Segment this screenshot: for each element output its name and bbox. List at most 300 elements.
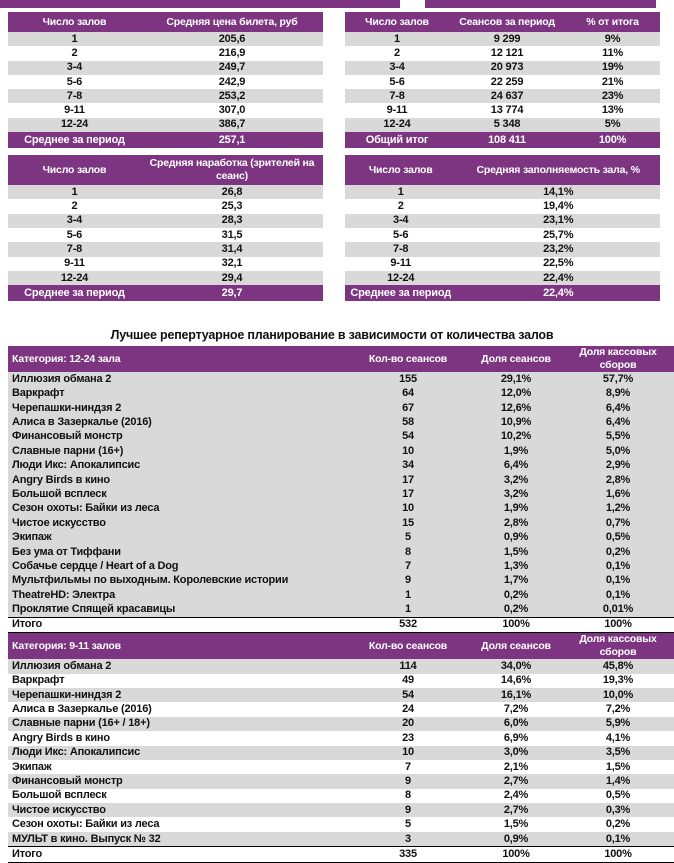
movie-row [8, 415, 674, 429]
sessions-share: 0,9% [470, 832, 562, 847]
halls-cell: 3-4 [8, 214, 141, 228]
avg-attendance-table [8, 155, 323, 301]
halls-cell: 5-6 [389, 75, 405, 88]
table-row [8, 89, 323, 103]
table-row [345, 61, 660, 75]
avg-ticket-price-table [8, 12, 323, 148]
footer-value: 257,1 [141, 132, 323, 148]
movie-row [8, 559, 674, 573]
movie-row [8, 530, 674, 544]
table-body [345, 32, 660, 132]
sessions-share: 10,2% [470, 430, 562, 444]
table-row [8, 46, 323, 60]
halls-cell: 5-6 [66, 228, 83, 241]
table-row [8, 61, 323, 75]
sessions-share: 3,2% [470, 487, 562, 501]
value-cell: 29,4 [141, 271, 323, 285]
movie-row [8, 473, 674, 487]
column-header-pct: % от итога [565, 12, 660, 32]
halls-cell: 7-8 [8, 89, 141, 103]
movie-title: Финансовый монстр [8, 774, 346, 788]
halls-cell: 1 [8, 185, 141, 199]
boxoffice-share: 0,1% [562, 559, 674, 573]
value-cell: 25,3 [221, 200, 243, 213]
movie-row [8, 372, 674, 386]
boxoffice-share: 8,9% [562, 387, 674, 401]
column-header-halls: Число залов [345, 12, 449, 32]
halls-cell: 1 [345, 32, 449, 46]
sessions-count: 5 [405, 818, 411, 831]
sessions-share: 1,9% [470, 502, 562, 516]
boxoffice-share: 0,7% [562, 516, 674, 530]
sessions-per-period-table [345, 12, 660, 148]
movie-title: Экипаж [8, 530, 346, 544]
sessions-share: 2,7% [470, 803, 562, 817]
halls-cell: 2 [397, 200, 404, 213]
movie-row [8, 746, 674, 760]
boxoffice-share: 5,9% [562, 717, 674, 731]
sessions-count: 17 [346, 487, 470, 501]
movie-title: Angry Birds в кино [12, 731, 110, 744]
sessions-count: 54 [346, 688, 470, 702]
movie-title: Иллюзия обмана 2 [8, 372, 346, 386]
sessions-share: 0,9% [470, 530, 562, 544]
boxoffice-share: 0,2% [605, 818, 631, 831]
total-sessions: 335 [346, 847, 470, 862]
movie-row [8, 817, 674, 831]
planning-title: Лучшее репертуарное планирование в зависимости от количества залов [110, 328, 554, 343]
section-header-12-24 [8, 346, 674, 372]
value-cell: 22,4% [456, 271, 660, 285]
halls-cell: 2 [394, 46, 400, 59]
movie-title: Сезон охоты: Байки из леса [8, 502, 346, 516]
pct-cell: 13% [601, 104, 624, 117]
movie-title: Варкрафт [12, 674, 65, 687]
boxoffice-share: 0,2% [562, 545, 674, 559]
halls-cell: 3-4 [8, 61, 141, 75]
halls-cell: 7-8 [345, 89, 449, 103]
value-cell: 13 774 [490, 104, 524, 117]
sessions-share: 1,5% [470, 545, 562, 559]
movie-title: Черепашки-ниндзя 2 [8, 401, 346, 415]
movie-row [8, 588, 674, 602]
boxoffice-share: 5,5% [562, 430, 674, 444]
sessions-share: 29,1% [470, 372, 562, 386]
column-header-halls: Число залов [8, 155, 141, 185]
boxoffice-share: 7,2% [605, 703, 631, 716]
boxoffice-share: 10,0% [562, 688, 674, 702]
halls-cell: 9-11 [386, 104, 408, 117]
total-row-9-11 [8, 847, 674, 862]
sessions-share: 1,7% [470, 574, 562, 588]
movie-title: Алиса в Зазеркалье (2016) [8, 415, 346, 429]
sessions-share: 3,0% [470, 746, 562, 760]
pct-cell: 23% [565, 89, 660, 103]
table-header-row [345, 12, 660, 32]
sessions-share: 14,6% [500, 674, 532, 687]
value-cell: 23,1% [456, 214, 660, 228]
sessions-share: 12,6% [470, 401, 562, 415]
sessions-count: 8 [346, 545, 470, 559]
halls-cell: 5-6 [393, 228, 409, 241]
value-cell: 5 348 [449, 118, 565, 132]
sessions-count: 3 [346, 832, 470, 847]
movie-row [8, 803, 674, 817]
movie-title: Иллюзия обмана 2 [8, 659, 346, 673]
movie-row [8, 774, 674, 788]
movie-title: Чистое искусство [8, 803, 346, 817]
column-header-boxoffice-share: Доля кассовых сборов [562, 346, 674, 372]
sessions-count: 114 [346, 659, 470, 673]
movie-row [8, 789, 674, 803]
table-row [8, 214, 323, 228]
sessions-count: 34 [346, 459, 470, 473]
total-label: Итого [8, 617, 346, 632]
table-row [345, 103, 660, 117]
movie-title: Чистое искусство [8, 516, 346, 530]
movie-title: Сезон охоты: Байки из леса [12, 818, 160, 831]
movie-row [8, 516, 674, 530]
sessions-count: 10 [346, 746, 470, 760]
halls-cell: 1 [345, 185, 456, 199]
section-body-9-11 [8, 659, 674, 847]
table-body [345, 185, 660, 285]
movie-row [8, 545, 674, 559]
value-cell: 14,1% [456, 185, 660, 199]
boxoffice-share: 0,5% [605, 789, 631, 802]
sessions-count: 9 [346, 803, 470, 817]
boxoffice-share: 0,01% [562, 602, 674, 617]
movie-row [8, 659, 674, 673]
section-label: Категория: 12-24 зала [8, 346, 346, 372]
table-row [8, 118, 323, 132]
footer-label: Общий итог [345, 132, 449, 148]
table-footer-row [345, 132, 660, 148]
boxoffice-share: 57,7% [562, 372, 674, 386]
top-strip-right-segment [425, 0, 656, 8]
table-row [8, 32, 323, 46]
column-header-halls: Число залов [8, 12, 141, 32]
boxoffice-share: 0,3% [562, 803, 674, 817]
value-cell: 253,2 [141, 89, 323, 103]
boxoffice-share: 2,9% [562, 459, 674, 473]
movie-title: Славные парни (16+ / 18+) [8, 717, 346, 731]
sessions-count: 155 [346, 372, 470, 386]
table-row [345, 257, 660, 271]
section-label: Категория: 9-11 залов [8, 633, 346, 660]
sessions-share: 6,9% [503, 731, 529, 744]
total-boxoffice: 100% [562, 617, 674, 632]
value-cell: 19,4% [543, 200, 574, 213]
table-row [8, 228, 323, 242]
top-strip [0, 0, 664, 8]
boxoffice-share: 2,8% [562, 473, 674, 487]
halls-cell: 12-24 [8, 271, 141, 285]
boxoffice-share: 6,4% [562, 415, 674, 429]
value-cell: 307,0 [218, 104, 246, 117]
boxoffice-share: 0,1% [562, 574, 674, 588]
halls-cell: 2 [71, 46, 78, 59]
column-header-session-count: Кол-во сеансов [346, 633, 470, 660]
sessions-share: 10,9% [470, 415, 562, 429]
sessions-share: 0,2% [470, 602, 562, 617]
boxoffice-share: 4,1% [605, 731, 631, 744]
avg-occupancy-table [345, 155, 660, 301]
sessions-share: 6,0% [470, 717, 562, 731]
column-header-attendance: Средняя наработка (зрителей на сеанс) [141, 155, 323, 185]
table-row [8, 75, 323, 89]
section-body-12-24 [8, 372, 674, 617]
sessions-count: 23 [402, 731, 414, 744]
column-header-session-share: Доля сеансов [470, 633, 562, 660]
table-row [345, 118, 660, 132]
sessions-count: 1 [346, 588, 470, 602]
sessions-share: 7,2% [503, 703, 529, 716]
footer-value: 108 411 [449, 132, 565, 148]
sessions-count: 1 [346, 602, 470, 617]
footer-label: Среднее за период [345, 285, 456, 301]
boxoffice-share: 6,4% [562, 401, 674, 415]
value-cell: 205,6 [141, 32, 323, 46]
summary-tables-row-2 [8, 155, 664, 301]
table-row [8, 103, 323, 117]
total-boxoffice: 100% [562, 847, 674, 862]
column-header-halls: Число залов [345, 155, 456, 185]
footer-pct: 100% [565, 132, 660, 148]
halls-cell: 2 [71, 200, 78, 213]
boxoffice-share: 1,6% [562, 487, 674, 501]
value-cell: 28,3 [141, 214, 323, 228]
sessions-share: 12,0% [470, 387, 562, 401]
halls-cell: 3-4 [345, 214, 456, 228]
value-cell: 22,5% [543, 257, 574, 270]
value-cell: 12 121 [490, 46, 524, 59]
footer-value: 29,7 [141, 285, 323, 301]
total-share: 100% [470, 847, 562, 862]
halls-cell: 7-8 [8, 242, 141, 256]
halls-cell: 7-8 [345, 242, 456, 256]
movie-title: Черепашки-ниндзя 2 [8, 688, 346, 702]
movie-title: Без ума от Тиффани [8, 545, 346, 559]
sessions-count: 7 [346, 559, 470, 573]
value-cell: 24 637 [449, 89, 565, 103]
table-footer-row [345, 285, 660, 301]
sessions-count: 7 [405, 760, 411, 773]
movie-row [8, 444, 674, 458]
table-row [345, 228, 660, 242]
movie-title: Проклятие Спящей красавицы [8, 602, 346, 617]
sessions-share: 1,9% [470, 444, 562, 458]
movie-row [8, 702, 674, 716]
total-label: Итого [8, 847, 346, 862]
summary-tables-row-1 [8, 12, 664, 148]
column-header-boxoffice-share: Доля кассовых сборов [562, 633, 674, 660]
table-body [8, 185, 323, 285]
pct-cell: 5% [565, 118, 660, 132]
table-body [8, 32, 323, 132]
column-header-avg-price: Средняя цена билета, руб [141, 12, 323, 32]
movie-row [8, 717, 674, 731]
movie-row [8, 430, 674, 444]
column-header-session-share: Доля сеансов [470, 346, 562, 372]
movie-row [8, 674, 674, 688]
value-cell: 9 299 [449, 32, 565, 46]
table-row [345, 199, 660, 213]
table-row [345, 46, 660, 60]
table-row [8, 185, 323, 199]
movie-title: МУЛЬТ в кино. Выпуск № 32 [8, 832, 346, 847]
movie-row [8, 459, 674, 473]
table-header-row [8, 155, 323, 185]
table-row [345, 185, 660, 199]
sessions-count: 24 [402, 703, 414, 716]
top-strip-left-segment [0, 0, 400, 8]
footer-label: Среднее за период [8, 285, 141, 301]
value-cell: 386,7 [141, 118, 323, 132]
boxoffice-share: 0,1% [562, 588, 674, 602]
sessions-share: 2,1% [503, 760, 529, 773]
value-cell: 23,2% [456, 242, 660, 256]
sessions-count: 49 [402, 674, 414, 687]
sessions-count: 15 [346, 516, 470, 530]
sessions-count: 8 [405, 789, 411, 802]
sessions-count: 64 [346, 387, 470, 401]
value-cell: 242,9 [218, 75, 246, 88]
table-row [345, 75, 660, 89]
sessions-share: 2,7% [470, 774, 562, 788]
movie-row [8, 574, 674, 588]
movie-title: Экипаж [12, 760, 52, 773]
boxoffice-share: 3,5% [562, 746, 674, 760]
movie-row [8, 387, 674, 401]
halls-cell: 1 [8, 32, 141, 46]
pct-cell: 21% [601, 75, 624, 88]
sessions-share: 16,1% [470, 688, 562, 702]
total-share: 100% [470, 617, 562, 632]
sessions-share: 0,2% [470, 588, 562, 602]
pct-cell: 19% [565, 61, 660, 75]
movie-row [8, 487, 674, 501]
movie-row [8, 401, 674, 415]
halls-cell: 12-24 [345, 271, 456, 285]
table-row [345, 242, 660, 256]
movie-row [8, 602, 674, 617]
value-cell: 216,9 [218, 46, 246, 59]
boxoffice-share: 5,0% [562, 444, 674, 458]
table-footer-row [8, 285, 323, 301]
boxoffice-share: 1,2% [562, 502, 674, 516]
sessions-share: 1,3% [470, 559, 562, 573]
halls-cell: 5-6 [66, 75, 83, 88]
planning-table [8, 346, 674, 863]
footer-label: Среднее за период [8, 132, 141, 148]
column-header-session-count: Кол-во сеансов [346, 346, 470, 372]
table-row [8, 199, 323, 213]
sessions-share: 2,4% [503, 789, 529, 802]
movie-title: Angry Birds в кино [8, 473, 346, 487]
table-header-row [8, 12, 323, 32]
pct-cell: 11% [602, 46, 623, 59]
movie-title: Собачье сердце / Heart of a Dog [8, 559, 346, 573]
movie-row [8, 502, 674, 516]
boxoffice-share: 0,5% [562, 530, 674, 544]
boxoffice-share: 0,1% [562, 832, 674, 847]
movie-title: Большой всплеск [8, 487, 346, 501]
halls-cell: 9-11 [64, 257, 85, 270]
value-cell: 249,7 [141, 61, 323, 75]
value-cell: 22 259 [490, 75, 524, 88]
table-footer-row [8, 132, 323, 148]
table-row [345, 271, 660, 285]
sessions-count: 67 [346, 401, 470, 415]
movie-title: Варкрафт [8, 387, 346, 401]
sessions-count: 17 [346, 473, 470, 487]
total-row-12-24 [8, 617, 674, 632]
sessions-count: 54 [346, 430, 470, 444]
total-sessions: 532 [346, 617, 470, 632]
table-row [345, 32, 660, 46]
movie-title: Большой всплеск [12, 789, 107, 802]
sessions-share: 3,2% [470, 473, 562, 487]
movie-title: TheatreHD: Электра [8, 588, 346, 602]
value-cell: 31,4 [141, 242, 323, 256]
value-cell: 26,8 [141, 185, 323, 199]
halls-cell: 9-11 [390, 257, 411, 270]
column-header-occupancy: Средняя заполняемость зала, % [456, 155, 660, 185]
sessions-share: 6,4% [470, 459, 562, 473]
value-cell: 25,7% [543, 228, 574, 241]
sessions-count: 58 [346, 415, 470, 429]
boxoffice-share: 1,4% [562, 774, 674, 788]
value-cell: 32,1 [221, 257, 243, 270]
section-header-9-11 [8, 633, 674, 660]
boxoffice-share: 45,8% [562, 659, 674, 673]
movie-row [8, 760, 674, 774]
sessions-count: 5 [346, 530, 470, 544]
movie-row [8, 832, 674, 847]
movie-title: Люди Икс: Апокалипсис [8, 746, 346, 760]
table-row [8, 242, 323, 256]
movie-row [8, 688, 674, 702]
sessions-share: 2,8% [470, 516, 562, 530]
halls-cell: 9-11 [64, 104, 85, 117]
table-row [8, 257, 323, 271]
movie-title: Славные парни (16+) [8, 444, 346, 458]
footer-value: 22,4% [456, 285, 660, 301]
sessions-share: 1,5% [503, 818, 529, 831]
halls-cell: 3-4 [345, 61, 449, 75]
boxoffice-share: 1,5% [605, 760, 631, 773]
halls-cell: 12-24 [8, 118, 141, 132]
movie-title: Мультфильмы по выходным. Королевские истории [8, 574, 346, 588]
value-cell: 20 973 [449, 61, 565, 75]
column-header-sessions: Сеансов за период [449, 12, 565, 32]
sessions-share: 34,0% [470, 659, 562, 673]
value-cell: 31,5 [221, 228, 243, 241]
sessions-count: 9 [346, 574, 470, 588]
movie-row [8, 731, 674, 745]
table-row [8, 271, 323, 285]
sessions-count: 9 [346, 774, 470, 788]
table-header-row [345, 155, 660, 185]
movie-title: Алиса в Зазеркалье (2016) [12, 703, 152, 716]
pct-cell: 9% [565, 32, 660, 46]
sessions-count: 10 [346, 502, 470, 516]
table-row [345, 89, 660, 103]
halls-cell: 12-24 [345, 118, 449, 132]
movie-title: Люди Икс: Апокалипсис [8, 459, 346, 473]
sessions-count: 20 [346, 717, 470, 731]
